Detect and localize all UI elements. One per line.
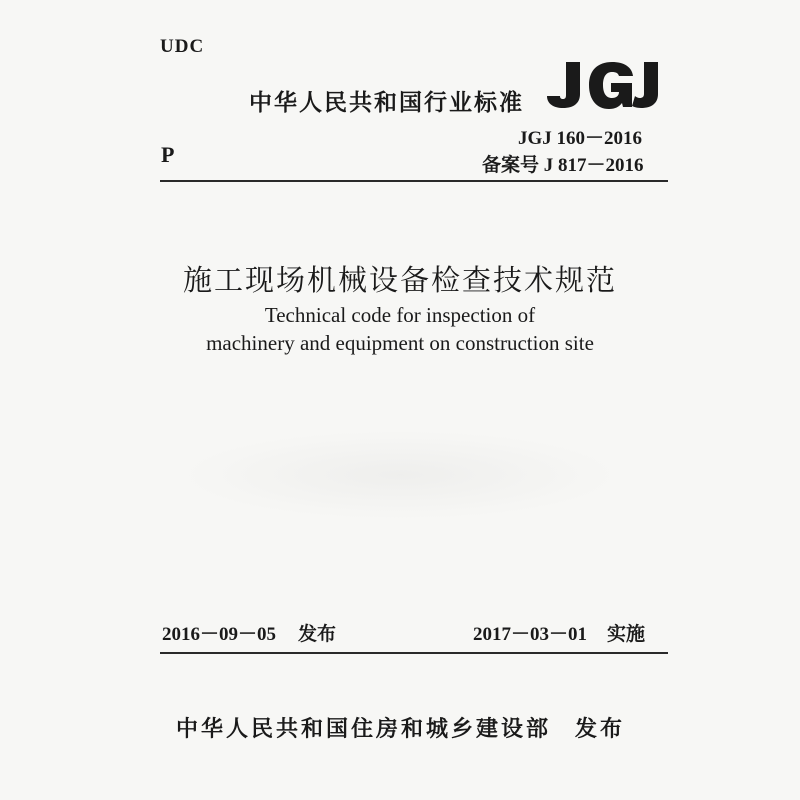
issue-date: 2016－09－05 <box>162 624 277 645</box>
publisher-name: 中华人民共和国住房和城乡建设部 <box>176 717 552 742</box>
publish-label: 发布 <box>575 717 626 742</box>
implementation-label: 实施 <box>607 623 646 645</box>
implementation-date: 2017－03－01 <box>473 624 588 645</box>
standard-code: JGJ 160－2016 <box>518 128 643 149</box>
title-chinese: 施工现场机械设备检查技术规范 <box>182 263 617 297</box>
issue-label: 发布 <box>298 623 337 645</box>
title-english-line1: Technical code for inspection of <box>264 303 536 327</box>
classification-letter: P <box>161 142 175 167</box>
title-english-line2: machinery and equipment on construction site <box>206 331 594 355</box>
jgj-logo <box>544 60 660 110</box>
paper-texture <box>180 430 620 520</box>
industry-standard-title: 中华人民共和国行业标准 <box>249 90 524 116</box>
top-divider <box>160 180 668 182</box>
record-code: 备案号 J 817－2016 <box>482 155 644 176</box>
udc-label: UDC <box>160 36 205 57</box>
bottom-divider <box>160 652 668 654</box>
